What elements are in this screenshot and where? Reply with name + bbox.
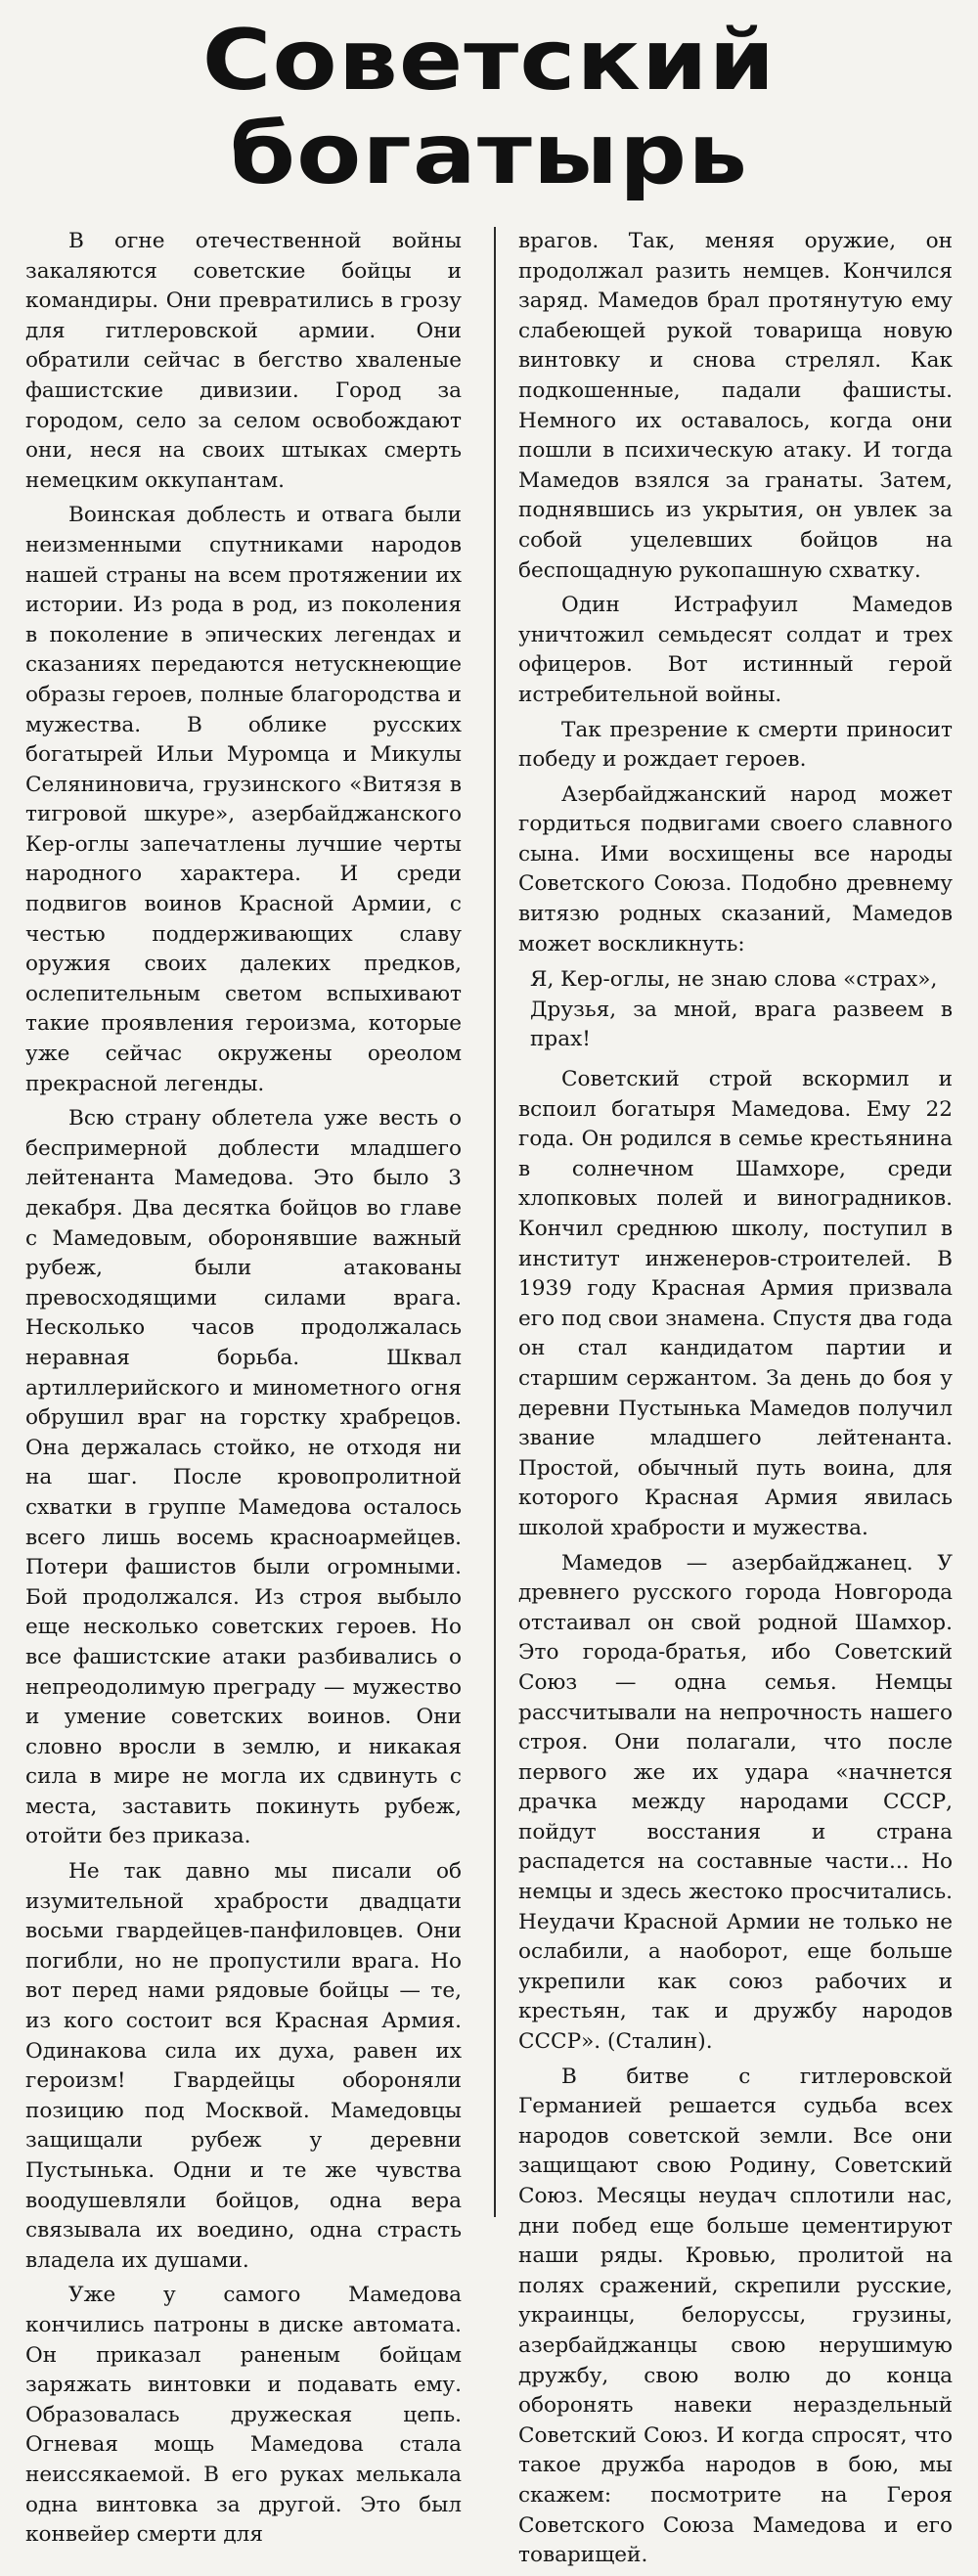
article-paragraph: Уже у самого Мамедова кончились патроны в диске автомата. Он приказал раненым бойцам заряжать винтовки и подавать ему. Образовалась дружеская цепь. Огневая мощь Мамедова стала неиссякаемой. В его руках мелькала одна винтовка за другой. Это был конвейер смерти для [25, 2283, 462, 2548]
headline [0, 14, 978, 201]
verse-line: Друзья, за мной, врага развеем в прах! [530, 997, 953, 1052]
headline-line-1: Советский [201, 12, 777, 110]
article-paragraph: Так презрение к смерти приносит победу и рождает героев. [518, 717, 953, 773]
article-paragraph: В огне отечественной войны закаляются советские бойцы и командиры. Они превратились в грозу для гитлеровской армии. Они обратили сейчас в бегство хваленые фашистские дивизии. Город за городом, село за селом освобождают они, неся на своих штыках смерть немецким оккупантам. [25, 229, 462, 493]
article-paragraph: Не так давно мы писали об изумительной храбрости двадцати восьми гвардейцев-панфиловцев. Они погибли, но не пропустили врага. Но вот перед нами рядовые бойцы — те, из кого состоит вся Красная Армия. Одинакова сила их духа, равен их героизм! Гвардейцы обороняли позицию под Москвой. Мамедовцы защищали рубеж у деревни Пустынька. Одни и те же чувства воодушевляли бойцов, одна вера связывала их воедино, одна страсть владела их душами. [25, 1859, 462, 2273]
article-paragraph: Воинская доблесть и отвага были неизменными спутниками народов нашей страны на всем протяжении их истории. Из рода в род, из поколения в поколение в эпических легендах и сказаниях передаются нетускнеющие образы героев, полные благородства и мужества. В облике русских богатырей Ильи Муромца и Микулы Селяниновича, грузинского «Витязя в тигровой шкуре», азербайджанского Кер-оглы запечатлены лучшие черты народного характера. И среди подвигов воинов Красной Армии, с честью поддерживающих славу оружия своих далеких предков, ослепительным светом вспыхивают такие проявления героизма, которые уже сейчас окружены ореолом прекрасной легенды. [25, 503, 462, 1096]
article-paragraph: Мамедов — азербайджанец. У древнего русского города Новгорода отстаивал он свой родной Шамхор. Это города-братья, ибо Советский Союз — одна семья. Немцы рассчитывали на непрочность нашего строя. Они полагали, что после первого же их удара «начнется драчка между народами СССР, пойдут восстания и страна распадется на составные части... Но немцы и здесь жестоко просчитались. Неудачи Красной Армии не только не ослабили, а наоборот, еще больше укрепили как союз рабочих и крестьян, так и дружбу народов СССР». (Сталин). [518, 1550, 953, 2055]
article-paragraph: Азербайджанский народ может гордиться подвигами своего славного сына. Ими восхищены все народы Советского Союза. Подобно древнему витязю родных сказаний, Мамедов может воскликнуть: [518, 781, 953, 956]
article-paragraph: В битве с гитлеровской Германией решается судьба всех народов советской земли. Все они защищают свою Родину, Советский Союз. Месяцы неудач сплотили нас, дни побед еще больше цементируют наши ряды. Кровью, пролитой на полях сражений, скрепили русские, украинцы, белоруссы, грузины, азербайджанцы свою нерушимую дружбу, свою волю до конца оборонять навеки нераздельный Советский Союз. И когда спросят, что такое дружба народов в бою, мы скажем: посмотрите на Героя Советского Союза Мамедова и его товарищей. [518, 2064, 953, 2568]
article-paragraph: Советский строй вскормил и вспоил богатыря Мамедова. Ему 22 года. Он родился в семье крестьянина в солнечном Шамхоре, среди хлопковых полей и виноградников. Кончил среднюю школу, поступил в институт инженеров-строителей. В 1939 году Красная Армия призвала его под свои знамена. Спустя два года он стал кандидатом партии и старшим сержантом. За день до боя у деревни Пустынька Мамедов получил звание младшего лейтенанта. Простой, обычный путь воина, для которого Красная Армия явилась школой храбрости и мужества. [518, 1067, 953, 1540]
headline-line-2: богатырь [229, 106, 749, 203]
right-column [518, 227, 953, 2576]
verse-quote [530, 965, 953, 1055]
article-paragraph: Один Истрафуил Мамедов уничтожил семьдесят солдат и трех офицеров. Вот истинный герой истребительной войны. [518, 593, 953, 707]
article-paragraph: Всю страну облетела уже весть о беспримерной доблести младшего лейтенанта Мамедова. Это было 3 декабря. Два десятка бойцов во главе с Мамедовым, оборонявшие важный рубеж, были атакованы превосходящими силами врага. Несколько часов продолжалась неравная борьба. Шквал артиллерийского и минометного огня обрушил враг на горстку храбрецов. Она держалась стойко, не отходя ни на шаг. После кровопролитной схватки в группе Мамедова осталось всего лишь восемь красноармейцев. Потери фашистов были огромными. Бой продолжался. Из строя выбыло еще несколько советских героев. Но все фашистские атаки разбивались о непреодолимую преграду — мужество и умение советских воинов. Они словно вросли в землю, и никакая сила в мире не могла их сдвинуть с места, заставить покинуть рубеж, отойти без приказа. [25, 1106, 462, 1849]
column-divider [494, 227, 496, 2217]
verse-line: Я, Кер-оглы, не знаю слова «страх», [530, 967, 938, 993]
article-paragraph-continuation: врагов. Так, меняя оружие, он продолжал разить немцев. Кончился заряд. Мамедов брал протянутую ему слабеющей рукой товарища новую винтовку и снова стрелял. Как подкошенные, падали фашисты. Немного их оставалось, когда они пошли в психическую атаку. И тогда Мамедов взялся за гранаты. Затем, поднявшись из укрытия, он увлек за собой уцелевших бойцов на беспощадную рукопашную схватку. [518, 229, 953, 583]
left-column [25, 227, 462, 2555]
